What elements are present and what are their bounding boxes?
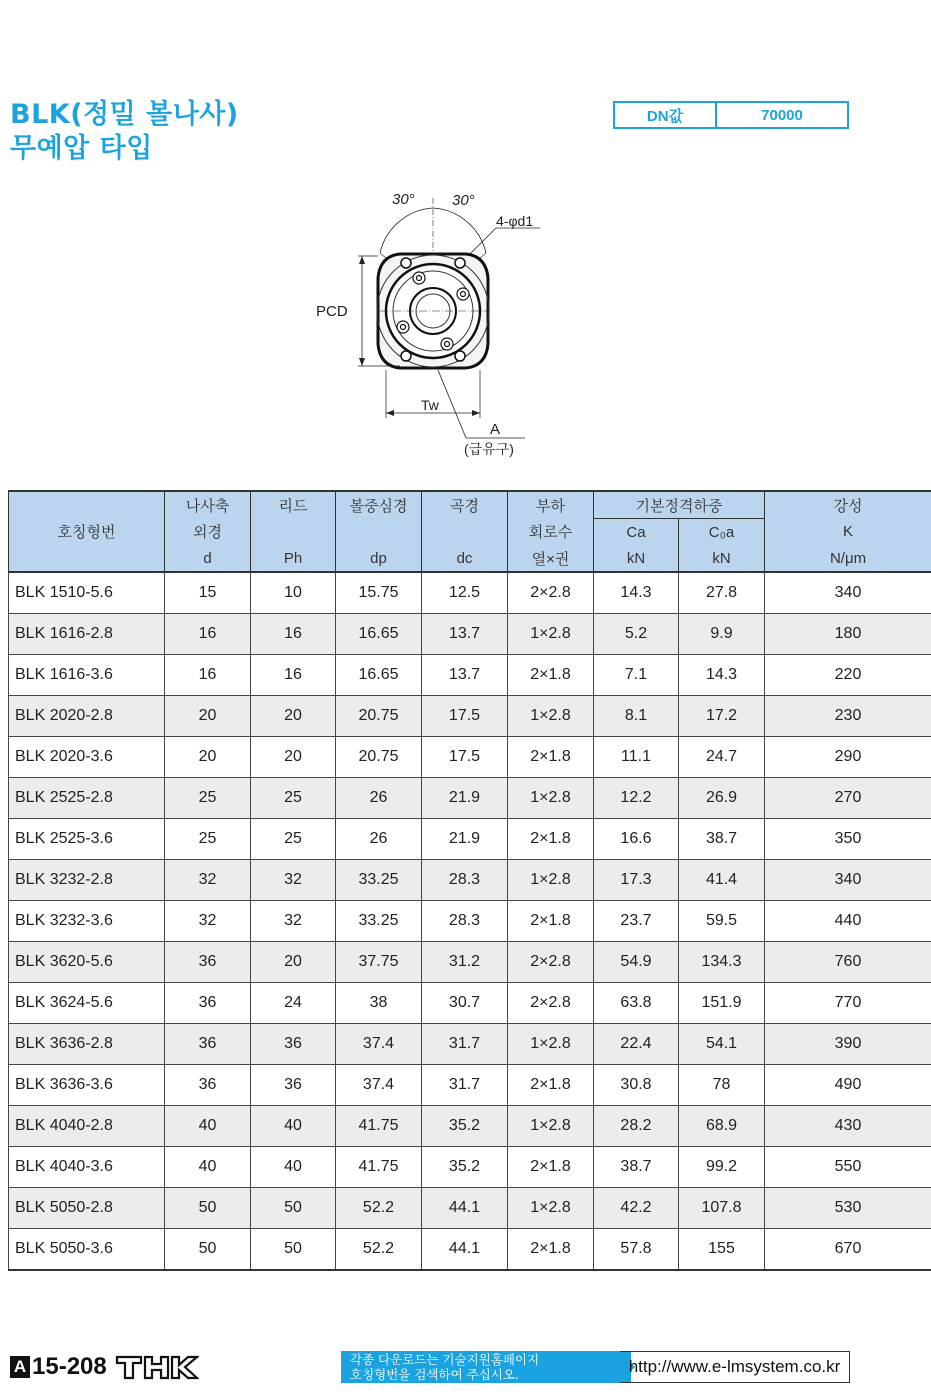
table-row bbox=[9, 696, 931, 737]
cell-c0a: 78 bbox=[679, 1065, 765, 1106]
cell-ca: 12.2 bbox=[594, 778, 679, 819]
cell-root: 31.7 bbox=[422, 1065, 508, 1106]
table-row bbox=[9, 737, 931, 778]
cell-rigidity: 230 bbox=[765, 696, 931, 737]
cell-rigidity: 290 bbox=[765, 737, 931, 778]
header-load-rating: 기본정격하중 bbox=[594, 491, 765, 519]
notice-line-2: 호칭형번을 검색하여 주십시오. bbox=[350, 1367, 519, 1382]
cell-c0a: 68.9 bbox=[679, 1106, 765, 1147]
cell-root: 13.7 bbox=[422, 614, 508, 655]
cell-ball-center: 37.4 bbox=[336, 1065, 422, 1106]
cell-rigidity: 180 bbox=[765, 614, 931, 655]
cell-ca: 7.1 bbox=[594, 655, 679, 696]
header-lead-2: Ph bbox=[251, 545, 336, 572]
cell-model: BLK 3636-3.6 bbox=[9, 1065, 165, 1106]
cell-c0a: 14.3 bbox=[679, 655, 765, 696]
cell-ca: 11.1 bbox=[594, 737, 679, 778]
cell-shaft-od: 32 bbox=[165, 901, 251, 942]
header-root-1: 곡경 bbox=[422, 491, 508, 519]
cell-model: BLK 3620-5.6 bbox=[9, 942, 165, 983]
table-row bbox=[9, 572, 931, 614]
cell-ball-center: 37.4 bbox=[336, 1024, 422, 1065]
cell-circuits: 2×2.8 bbox=[508, 942, 594, 983]
cell-shaft-od: 40 bbox=[165, 1147, 251, 1188]
cell-shaft-od: 15 bbox=[165, 572, 251, 614]
spec-table bbox=[8, 490, 931, 1271]
cell-model: BLK 1616-2.8 bbox=[9, 614, 165, 655]
cell-c0a: 99.2 bbox=[679, 1147, 765, 1188]
cell-shaft-od: 16 bbox=[165, 614, 251, 655]
table-row bbox=[9, 1147, 931, 1188]
cell-root: 17.5 bbox=[422, 696, 508, 737]
cell-rigidity: 350 bbox=[765, 819, 931, 860]
thk-logo bbox=[115, 1354, 199, 1380]
cell-lead: 25 bbox=[251, 819, 336, 860]
cell-rigidity: 770 bbox=[765, 983, 931, 1024]
cell-circuits: 2×2.8 bbox=[508, 983, 594, 1024]
header-root-2: dc bbox=[422, 545, 508, 572]
header-circuits-3: 열×권 bbox=[508, 545, 594, 572]
table-row bbox=[9, 901, 931, 942]
cell-model: BLK 4040-2.8 bbox=[9, 1106, 165, 1147]
cell-shaft-od: 25 bbox=[165, 778, 251, 819]
cell-ball-center: 33.25 bbox=[336, 860, 422, 901]
cell-ca: 38.7 bbox=[594, 1147, 679, 1188]
cell-ca: 23.7 bbox=[594, 901, 679, 942]
cell-lead: 36 bbox=[251, 1024, 336, 1065]
cell-lead: 20 bbox=[251, 737, 336, 778]
cell-c0a: 54.1 bbox=[679, 1024, 765, 1065]
cell-ball-center: 37.75 bbox=[336, 942, 422, 983]
a-label: A bbox=[490, 421, 501, 438]
cell-root: 21.9 bbox=[422, 778, 508, 819]
cell-ball-center: 26 bbox=[336, 778, 422, 819]
header-shaft-od-2: 외경 bbox=[165, 519, 251, 546]
cell-ball-center: 41.75 bbox=[336, 1106, 422, 1147]
header-ball-center-1: 볼중심경 bbox=[336, 491, 422, 519]
cell-c0a: 26.9 bbox=[679, 778, 765, 819]
cell-shaft-od: 50 bbox=[165, 1188, 251, 1229]
cell-circuits: 1×2.8 bbox=[508, 696, 594, 737]
cell-root: 31.2 bbox=[422, 942, 508, 983]
cell-root: 12.5 bbox=[422, 572, 508, 614]
cell-root: 28.3 bbox=[422, 901, 508, 942]
cell-c0a: 38.7 bbox=[679, 819, 765, 860]
cell-circuits: 1×2.8 bbox=[508, 1024, 594, 1065]
dn-label: DN값 bbox=[615, 103, 717, 127]
cell-model: BLK 1510-5.6 bbox=[9, 572, 165, 614]
header-circuits-1: 부하 bbox=[508, 491, 594, 519]
cell-lead: 40 bbox=[251, 1106, 336, 1147]
header-ca-unit: kN bbox=[594, 545, 679, 572]
table-row bbox=[9, 942, 931, 983]
cell-root: 35.2 bbox=[422, 1147, 508, 1188]
header-shaft-od-1: 나사축 bbox=[165, 491, 251, 519]
cell-shaft-od: 25 bbox=[165, 819, 251, 860]
cell-ca: 8.1 bbox=[594, 696, 679, 737]
cell-ball-center: 20.75 bbox=[336, 737, 422, 778]
title-line-1: BLK(정밀 볼나사) bbox=[10, 99, 239, 130]
cell-rigidity: 550 bbox=[765, 1147, 931, 1188]
cell-rigidity: 390 bbox=[765, 1024, 931, 1065]
cell-circuits: 1×2.8 bbox=[508, 614, 594, 655]
cell-root: 35.2 bbox=[422, 1106, 508, 1147]
cell-root: 30.7 bbox=[422, 983, 508, 1024]
cell-ball-center: 15.75 bbox=[336, 572, 422, 614]
cell-ball-center: 52.2 bbox=[336, 1188, 422, 1229]
cell-root: 31.7 bbox=[422, 1024, 508, 1065]
cell-c0a: 41.4 bbox=[679, 860, 765, 901]
table-row bbox=[9, 1229, 931, 1271]
header-lead-1: 리드 bbox=[251, 491, 336, 519]
cell-circuits: 2×1.8 bbox=[508, 819, 594, 860]
cell-model: BLK 2020-2.8 bbox=[9, 696, 165, 737]
pcd-label: PCD bbox=[316, 303, 348, 320]
cell-ball-center: 41.75 bbox=[336, 1147, 422, 1188]
cell-circuits: 2×2.8 bbox=[508, 572, 594, 614]
header-rigidity-2: K bbox=[765, 519, 931, 546]
cell-ca: 30.8 bbox=[594, 1065, 679, 1106]
table-row bbox=[9, 655, 931, 696]
header-rigidity-unit: N/μm bbox=[765, 545, 931, 572]
cell-rigidity: 430 bbox=[765, 1106, 931, 1147]
table-body bbox=[9, 572, 931, 1270]
cell-root: 17.5 bbox=[422, 737, 508, 778]
cell-shaft-od: 50 bbox=[165, 1229, 251, 1271]
cell-shaft-od: 20 bbox=[165, 696, 251, 737]
cell-c0a: 24.7 bbox=[679, 737, 765, 778]
cell-circuits: 2×1.8 bbox=[508, 1147, 594, 1188]
cell-ball-center: 16.65 bbox=[336, 614, 422, 655]
cell-c0a: 27.8 bbox=[679, 572, 765, 614]
cell-circuits: 1×2.8 bbox=[508, 1188, 594, 1229]
dn-value: 70000 bbox=[761, 106, 803, 124]
cell-rigidity: 340 bbox=[765, 860, 931, 901]
cell-lead: 25 bbox=[251, 778, 336, 819]
header-c0a-unit: kN bbox=[679, 545, 765, 572]
cell-ball-center: 38 bbox=[336, 983, 422, 1024]
page-footer-left bbox=[10, 1353, 199, 1381]
cell-c0a: 155 bbox=[679, 1229, 765, 1271]
cell-model: BLK 5050-3.6 bbox=[9, 1229, 165, 1271]
cell-rigidity: 340 bbox=[765, 572, 931, 614]
cell-model: BLK 3232-2.8 bbox=[9, 860, 165, 901]
page-number: 15-208 bbox=[32, 1353, 107, 1380]
cell-lead: 10 bbox=[251, 572, 336, 614]
cell-circuits: 2×1.8 bbox=[508, 901, 594, 942]
angle-left-label: 30° bbox=[392, 191, 415, 208]
cell-circuits: 2×1.8 bbox=[508, 737, 594, 778]
cell-model: BLK 1616-3.6 bbox=[9, 655, 165, 696]
cell-model: BLK 2020-3.6 bbox=[9, 737, 165, 778]
nut-cross-section-drawing bbox=[300, 180, 560, 465]
table-row bbox=[9, 614, 931, 655]
cell-rigidity: 270 bbox=[765, 778, 931, 819]
cell-ball-center: 16.65 bbox=[336, 655, 422, 696]
cell-model: BLK 2525-2.8 bbox=[9, 778, 165, 819]
table-row bbox=[9, 1024, 931, 1065]
cell-circuits: 2×1.8 bbox=[508, 1065, 594, 1106]
cell-circuits: 2×1.8 bbox=[508, 655, 594, 696]
header-circuits-2: 회로수 bbox=[508, 519, 594, 546]
table-row bbox=[9, 778, 931, 819]
cell-rigidity: 760 bbox=[765, 942, 931, 983]
cell-root: 13.7 bbox=[422, 655, 508, 696]
cell-lead: 50 bbox=[251, 1229, 336, 1271]
cell-circuits: 1×2.8 bbox=[508, 860, 594, 901]
cell-circuits: 1×2.8 bbox=[508, 778, 594, 819]
cell-lead: 36 bbox=[251, 1065, 336, 1106]
table-row bbox=[9, 860, 931, 901]
cell-ca: 63.8 bbox=[594, 983, 679, 1024]
header-c0a: C₀a bbox=[679, 519, 765, 546]
notice-text bbox=[341, 1351, 631, 1383]
cell-lead: 32 bbox=[251, 860, 336, 901]
cell-root: 44.1 bbox=[422, 1188, 508, 1229]
cell-ball-center: 33.25 bbox=[336, 901, 422, 942]
hole-label: 4-φd1 bbox=[496, 213, 534, 229]
cell-model: BLK 5050-2.8 bbox=[9, 1188, 165, 1229]
header-ca: Ca bbox=[594, 519, 679, 546]
header-root-blank bbox=[422, 519, 508, 546]
cell-c0a: 9.9 bbox=[679, 614, 765, 655]
cell-shaft-od: 20 bbox=[165, 737, 251, 778]
section-badge: A bbox=[10, 1356, 30, 1378]
cell-ball-center: 20.75 bbox=[336, 696, 422, 737]
cell-c0a: 17.2 bbox=[679, 696, 765, 737]
page-title bbox=[10, 98, 239, 166]
cell-shaft-od: 32 bbox=[165, 860, 251, 901]
tw-label: Tw bbox=[421, 397, 439, 413]
cell-lead: 20 bbox=[251, 696, 336, 737]
cell-lead: 16 bbox=[251, 614, 336, 655]
cell-ca: 16.6 bbox=[594, 819, 679, 860]
cell-ca: 54.9 bbox=[594, 942, 679, 983]
table-header bbox=[9, 491, 931, 572]
cell-shaft-od: 36 bbox=[165, 942, 251, 983]
cell-lead: 40 bbox=[251, 1147, 336, 1188]
cell-c0a: 59.5 bbox=[679, 901, 765, 942]
cell-model: BLK 4040-3.6 bbox=[9, 1147, 165, 1188]
cell-lead: 50 bbox=[251, 1188, 336, 1229]
cell-rigidity: 530 bbox=[765, 1188, 931, 1229]
cell-root: 21.9 bbox=[422, 819, 508, 860]
notice-line-1: 각종 다운로드는 기술지원홈페이지 bbox=[350, 1352, 540, 1367]
cell-ball-center: 52.2 bbox=[336, 1229, 422, 1271]
cell-rigidity: 220 bbox=[765, 655, 931, 696]
website-link[interactable]: http://www.e-lmsystem.co.kr bbox=[620, 1351, 850, 1383]
title-line-2: 무예압 타입 bbox=[10, 133, 153, 164]
cell-ball-center: 26 bbox=[336, 819, 422, 860]
cell-shaft-od: 40 bbox=[165, 1106, 251, 1147]
cell-model: BLK 3624-5.6 bbox=[9, 983, 165, 1024]
cell-ca: 28.2 bbox=[594, 1106, 679, 1147]
table-row bbox=[9, 1188, 931, 1229]
dn-value-box bbox=[613, 101, 849, 129]
angle-right-label: 30° bbox=[452, 192, 475, 209]
cell-rigidity: 440 bbox=[765, 901, 931, 942]
cell-lead: 16 bbox=[251, 655, 336, 696]
header-ball-center-blank bbox=[336, 519, 422, 546]
table-row bbox=[9, 983, 931, 1024]
cell-root: 28.3 bbox=[422, 860, 508, 901]
cell-shaft-od: 36 bbox=[165, 983, 251, 1024]
cell-circuits: 1×2.8 bbox=[508, 1106, 594, 1147]
cell-shaft-od: 36 bbox=[165, 1065, 251, 1106]
cell-model: BLK 3232-3.6 bbox=[9, 901, 165, 942]
cell-ca: 22.4 bbox=[594, 1024, 679, 1065]
cell-lead: 32 bbox=[251, 901, 336, 942]
cell-c0a: 134.3 bbox=[679, 942, 765, 983]
table-row bbox=[9, 1106, 931, 1147]
cell-lead: 24 bbox=[251, 983, 336, 1024]
header-model: 호칭형번 bbox=[9, 491, 165, 572]
cell-ca: 42.2 bbox=[594, 1188, 679, 1229]
a-note: (급유구) bbox=[464, 441, 514, 457]
download-notice bbox=[341, 1351, 851, 1383]
header-lead-blank bbox=[251, 519, 336, 546]
header-shaft-od-3: d bbox=[165, 545, 251, 572]
cell-shaft-od: 36 bbox=[165, 1024, 251, 1065]
header-ball-center-2: dp bbox=[336, 545, 422, 572]
cell-circuits: 2×1.8 bbox=[508, 1229, 594, 1271]
cell-c0a: 151.9 bbox=[679, 983, 765, 1024]
cell-shaft-od: 16 bbox=[165, 655, 251, 696]
cell-c0a: 107.8 bbox=[679, 1188, 765, 1229]
cell-ca: 17.3 bbox=[594, 860, 679, 901]
table-row bbox=[9, 819, 931, 860]
cell-ca: 5.2 bbox=[594, 614, 679, 655]
header-rigidity-1: 강성 bbox=[765, 491, 931, 519]
cell-ca: 57.8 bbox=[594, 1229, 679, 1271]
cell-lead: 20 bbox=[251, 942, 336, 983]
cell-root: 44.1 bbox=[422, 1229, 508, 1271]
cell-model: BLK 3636-2.8 bbox=[9, 1024, 165, 1065]
cell-rigidity: 490 bbox=[765, 1065, 931, 1106]
table-row bbox=[9, 1065, 931, 1106]
cell-rigidity: 670 bbox=[765, 1229, 931, 1271]
cell-model: BLK 2525-3.6 bbox=[9, 819, 165, 860]
cell-ca: 14.3 bbox=[594, 572, 679, 614]
